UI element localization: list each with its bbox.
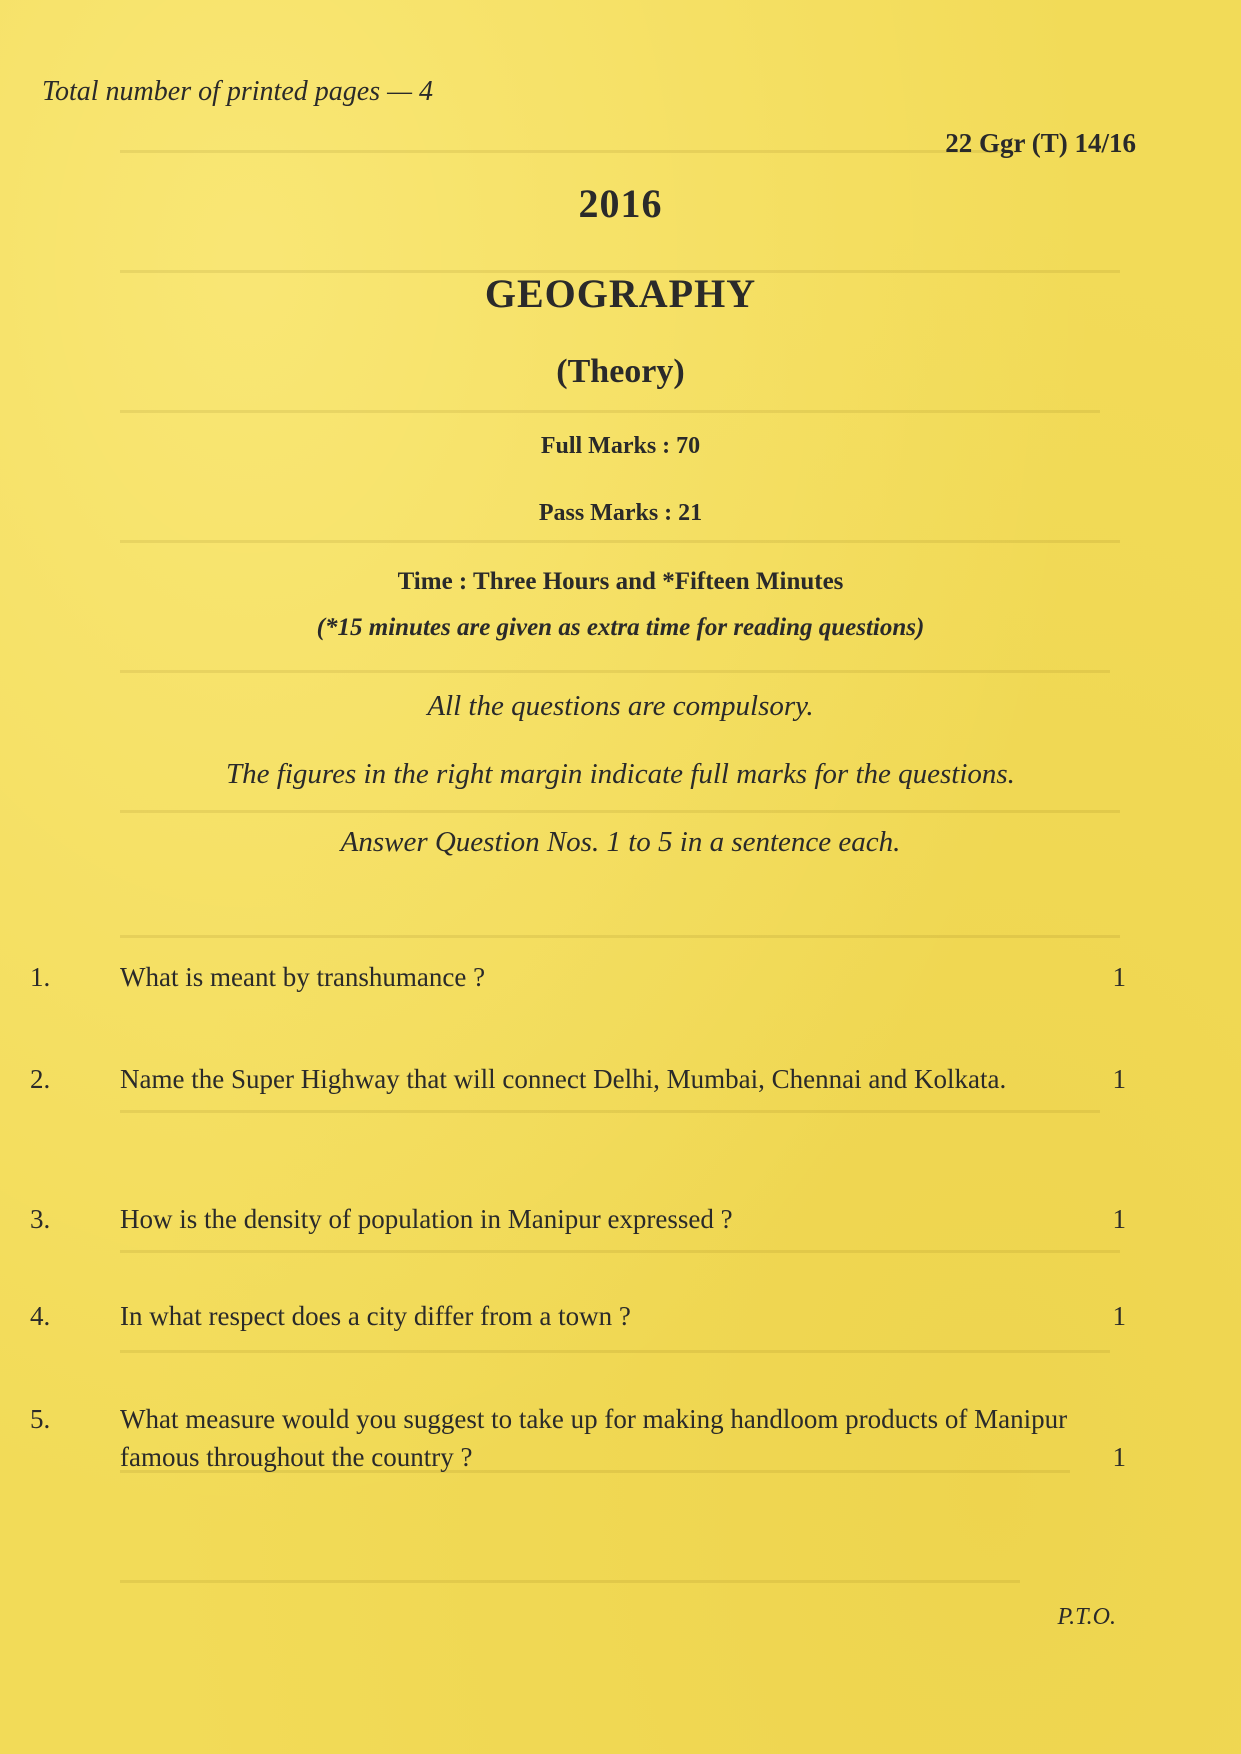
question-text: Name the Super Highway that will connect Delhi, Mumbai, Chennai and Kolkata.: [120, 1064, 1007, 1094]
question-number: 3.: [30, 1204, 51, 1234]
question-item: [30, 1060, 1126, 1098]
question-text: How is the density of population in Manipur expressed ?: [120, 1204, 733, 1234]
pto-note: P.T.O.: [1057, 1604, 1116, 1630]
question-item: [30, 1400, 1126, 1476]
question-marks: 1: [1112, 1442, 1126, 1472]
question-number: 2.: [30, 1064, 51, 1094]
question-marks: 1: [1112, 962, 1126, 992]
question-marks: 1: [1112, 1301, 1126, 1331]
time-allowed: Time : Three Hours and *Fifteen Minutes: [397, 568, 844, 595]
question-item: [30, 1297, 1126, 1335]
question-number: 1.: [30, 962, 51, 992]
question-number: 5.: [30, 1404, 51, 1434]
question-text: What is meant by transhumance ?: [120, 962, 486, 992]
question-text: In what respect does a city differ from a town ?: [120, 1301, 631, 1331]
question-item: [30, 1200, 1126, 1238]
full-marks: Full Marks : 70: [540, 433, 701, 459]
question-text: What measure would you suggest to take up for making handloom products of Manipur famous throughout the country ?: [120, 1404, 1068, 1472]
pass-marks: Pass Marks : 21: [538, 500, 703, 526]
instruction-compulsory: All the questions are compulsory.: [427, 690, 814, 722]
paper-code: 22 Ggr (T) 14/16: [945, 128, 1136, 158]
question-marks: 1: [1112, 1204, 1126, 1234]
instruction-answer: Answer Question Nos. 1 to 5 in a sentence each.: [340, 826, 901, 858]
exam-year: 2016: [578, 181, 663, 226]
printed-pages-note: Total number of printed pages — 4: [42, 76, 433, 107]
extra-time-note: (*15 minutes are given as extra time for reading questions): [316, 614, 925, 641]
paper-type: (Theory): [556, 353, 685, 390]
question-marks: 1: [1112, 1064, 1126, 1094]
question-item: [30, 958, 1126, 996]
question-number: 4.: [30, 1301, 51, 1331]
subject-title: GEOGRAPHY: [484, 271, 757, 316]
instruction-figures: The figures in the right margin indicate full marks for the questions.: [226, 758, 1015, 790]
